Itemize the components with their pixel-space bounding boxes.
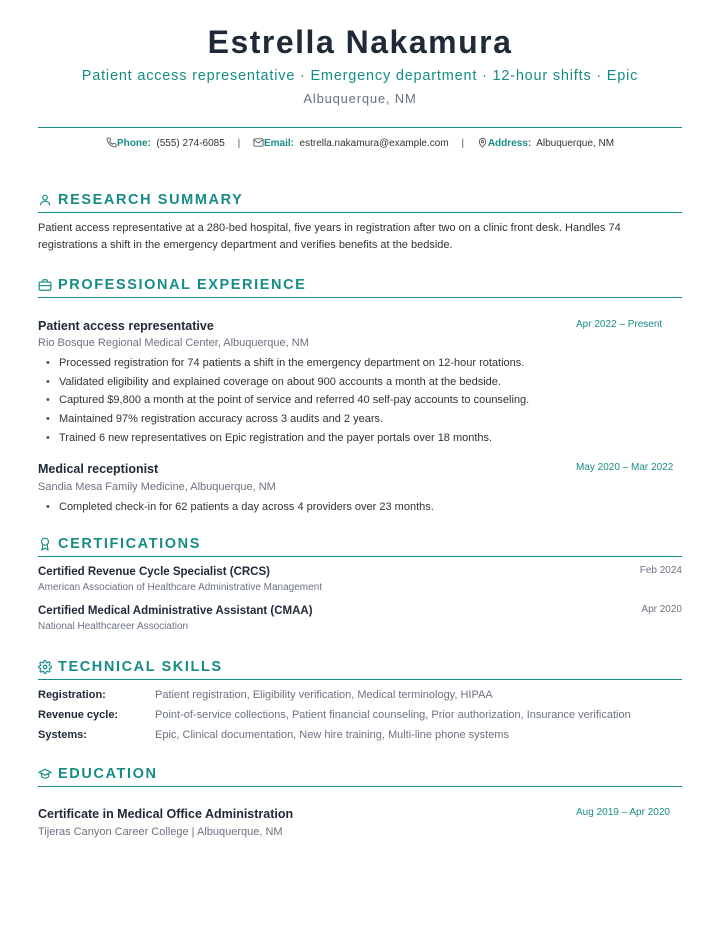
skill-values: Epic, Clinical documentation, New hire training, Multi-line phone systems <box>155 729 509 741</box>
phone-contact[interactable] <box>106 138 228 149</box>
job-dates: May 2020 – Mar 2022 <box>576 462 674 473</box>
list-item: • Captured $9,800 a month at the point of service and referred 40 self-pay accounts to counseling. <box>38 393 529 412</box>
list-item: • Validated eligibility and explained coverage on about 900 accounts a month at the bedside. <box>38 375 529 394</box>
mail-icon <box>253 137 264 148</box>
list-item: • Trained 6 new representatives on Epic registration and the payer portals over 18 months. <box>38 431 529 450</box>
skill-category: Revenue cycle: <box>38 709 119 721</box>
contact-bar <box>38 137 682 149</box>
address-value: Albuquerque, NM <box>536 138 615 149</box>
skill-values: Patient registration, Eligibility verification, Medical terminology, HIPAA <box>155 689 493 701</box>
certifications-section <box>38 534 682 557</box>
job-dates: Apr 2022 – Present <box>576 319 663 330</box>
certification-name: Certified Medical Administrative Assistant (CMAA) <box>38 605 313 617</box>
certification-issuer: National Healthcareer Association <box>38 621 189 632</box>
education-section <box>38 764 682 787</box>
gear-icon <box>38 660 52 674</box>
section-title: RESEARCH SUMMARY <box>58 192 244 208</box>
header-location: Albuquerque, NM <box>303 91 417 106</box>
email-contact[interactable] <box>253 138 451 149</box>
briefcase-icon <box>38 278 52 292</box>
skill-category: Registration: <box>38 689 106 701</box>
candidate-name: Estrella Nakamura <box>207 24 513 60</box>
job-title: Patient access representative <box>38 319 214 333</box>
list-item: • Processed registration for 74 patients a shift in the emergency department on 12-hour rotations. <box>38 356 529 375</box>
skill-values: Point-of-service collections, Patient financial counseling, Prior authorization, Insurance verification <box>155 709 631 721</box>
section-title: EDUCATION <box>58 766 158 782</box>
email-value: estrella.nakamura@example.com <box>299 138 449 149</box>
section-heading <box>38 190 682 210</box>
headline: Patient access representative · Emergency department · 12-hour shifts · Epic <box>81 68 639 84</box>
phone-icon <box>106 137 117 148</box>
education-dates: Aug 2019 – Apr 2020 <box>576 807 670 818</box>
phone-value: (555) 274-6085 <box>156 138 225 149</box>
section-heading <box>38 275 682 295</box>
address-label: Address: <box>487 138 532 149</box>
section-title: CERTIFICATIONS <box>58 536 201 552</box>
graduation-cap-icon <box>38 767 52 781</box>
section-title: TECHNICAL SKILLS <box>58 659 223 675</box>
skills-section <box>38 657 682 680</box>
certification-issuer: American Association of Healthcare Administrative Management <box>38 582 323 593</box>
certification-name: Certified Revenue Cycle Specialist (CRCS) <box>38 566 270 578</box>
section-title: PROFESSIONAL EXPERIENCE <box>58 277 307 293</box>
skill-category: Systems: <box>38 729 87 741</box>
job-bullets <box>38 500 434 519</box>
contact-separator: | <box>237 138 241 149</box>
location-pin-icon <box>477 137 488 148</box>
job-title: Medical receptionist <box>38 462 159 476</box>
email-label: Email: <box>263 138 294 149</box>
contact-separator: | <box>461 138 465 149</box>
list-item: • Completed check-in for 62 patients a day across 4 providers over 23 months. <box>38 500 434 519</box>
job-organization: Sandia Mesa Family Medicine, Albuquerque, NM <box>38 481 276 493</box>
section-heading <box>38 764 682 784</box>
section-divider <box>38 556 682 557</box>
section-divider <box>38 212 682 213</box>
job-bullets <box>38 356 529 449</box>
section-divider <box>38 679 682 680</box>
experience-section <box>38 275 682 298</box>
award-icon <box>38 537 52 551</box>
job-organization: Rio Bosque Regional Medical Center, Albuquerque, NM <box>38 337 309 349</box>
section-divider <box>38 786 682 787</box>
education-degree: Certificate in Medical Office Administration <box>38 807 294 821</box>
section-heading <box>38 534 682 554</box>
list-item: • Maintained 97% registration accuracy across 3 audits and 2 years. <box>38 412 529 431</box>
certification-date: Feb 2024 <box>639 565 682 576</box>
education-school: Tijeras Canyon Career College | Albuquerque, NM <box>38 826 283 838</box>
phone-label: Phone: <box>116 138 151 149</box>
summary-text: Patient access representative at a 280-bed hospital, five years in registration after two on a clinic front desk. Handles 74 registrations a shift in the emergency department and verifies benefits at the bedside. <box>38 222 621 251</box>
section-divider <box>38 297 682 298</box>
header-divider <box>38 127 682 128</box>
person-icon <box>38 193 52 207</box>
address-contact <box>477 138 614 149</box>
section-heading <box>38 657 682 677</box>
summary-section <box>38 190 682 254</box>
certification-date: Apr 2020 <box>641 604 682 615</box>
